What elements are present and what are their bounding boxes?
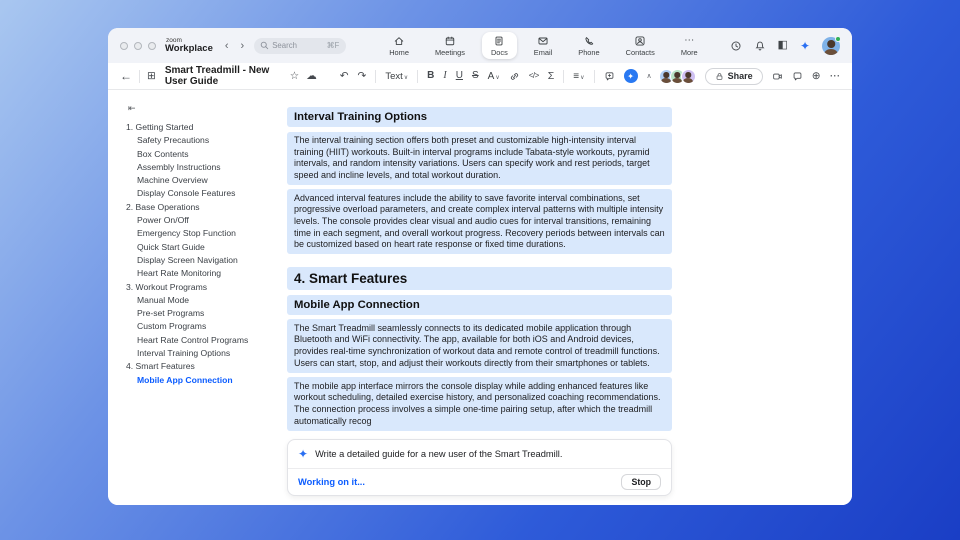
collaborator-avatars bbox=[659, 69, 696, 84]
home-icon bbox=[393, 35, 405, 47]
zoom-workplace-logo bbox=[165, 38, 213, 54]
ai-prompt-text: Write a detailed guide for a new user of the Smart Treadmill. bbox=[315, 448, 563, 459]
chevron-down-icon: ∨ bbox=[495, 74, 500, 81]
more-icon: ⋯ bbox=[684, 35, 695, 46]
outline-item[interactable]: Power On/Off bbox=[137, 215, 189, 226]
presence-status-dot bbox=[835, 36, 841, 42]
close-window-button[interactable] bbox=[120, 42, 128, 50]
paragraph-style-value: Text bbox=[385, 70, 403, 82]
outline-item[interactable]: 2. Base Operations bbox=[126, 201, 200, 212]
paragraph-style-dropdown[interactable] bbox=[385, 71, 408, 82]
titlebar-right-icons bbox=[730, 37, 840, 55]
outline-item[interactable]: Box Contents bbox=[137, 148, 189, 159]
chat-icon[interactable] bbox=[792, 71, 803, 82]
global-search-input[interactable] bbox=[254, 38, 346, 54]
nav-forward-button[interactable]: › bbox=[240, 39, 245, 52]
document-editor[interactable] bbox=[287, 90, 672, 505]
align-icon: ≡ bbox=[573, 70, 580, 82]
phone-icon bbox=[583, 35, 595, 47]
outline-item[interactable]: Display Screen Navigation bbox=[137, 254, 238, 265]
formatting-toolbar bbox=[340, 69, 652, 83]
docs-home-icon[interactable]: ⊞ bbox=[147, 69, 156, 82]
avatar-photo bbox=[682, 70, 695, 83]
divider bbox=[375, 70, 376, 83]
outline-item[interactable]: Safety Precautions bbox=[137, 135, 210, 146]
bold-button[interactable]: B bbox=[427, 70, 435, 81]
nav-label: Docs bbox=[490, 48, 508, 57]
outline-item[interactable]: Emergency Stop Function bbox=[137, 228, 236, 239]
nav-label: More bbox=[680, 48, 698, 57]
primary-nav bbox=[380, 32, 706, 59]
calendar-icon bbox=[444, 35, 456, 47]
divider bbox=[417, 70, 418, 83]
more-options-icon[interactable]: ⋯ bbox=[829, 69, 840, 82]
nav-label: Email bbox=[533, 48, 553, 57]
ai-companion-panel bbox=[287, 439, 672, 496]
insert-link-icon[interactable] bbox=[509, 71, 520, 82]
ai-sparkle-icon: ✦ bbox=[298, 446, 309, 461]
history-clock-icon[interactable] bbox=[730, 40, 742, 52]
doc-heading[interactable]: 4. Smart Features bbox=[287, 267, 672, 290]
lock-icon bbox=[715, 72, 724, 81]
window-controls[interactable] bbox=[120, 42, 156, 50]
ai-companion-insert-button[interactable] bbox=[624, 69, 638, 83]
nav-tab-phone[interactable] bbox=[569, 32, 608, 59]
strikethrough-button[interactable]: S bbox=[471, 70, 479, 81]
nav-label: Phone bbox=[578, 48, 600, 57]
mail-icon bbox=[537, 35, 549, 47]
undo-button[interactable]: ↶ bbox=[339, 69, 349, 82]
zoom-workplace-window bbox=[108, 28, 852, 505]
outline-item[interactable]: Interval Training Options bbox=[137, 348, 231, 359]
outline-item[interactable]: Machine Overview bbox=[137, 175, 208, 186]
nav-back-button[interactable]: ‹ bbox=[224, 39, 229, 52]
outline-sidebar bbox=[108, 90, 278, 505]
divider bbox=[594, 70, 595, 83]
document-toolbar bbox=[108, 63, 852, 90]
outline-item[interactable]: 4. Smart Features bbox=[126, 361, 195, 372]
search-icon bbox=[260, 41, 269, 50]
nav-label: Meetings bbox=[434, 48, 465, 57]
align-dropdown[interactable] bbox=[573, 71, 584, 82]
text-color-dropdown[interactable] bbox=[488, 71, 500, 82]
doc-heading[interactable]: Interval Training Options bbox=[287, 107, 672, 127]
search-shortcut-hint: ⌘F bbox=[326, 40, 340, 50]
language-globe-icon[interactable]: ⊕ bbox=[811, 69, 821, 82]
stop-generation-button[interactable]: Stop bbox=[621, 474, 661, 490]
maximize-window-button[interactable] bbox=[148, 42, 156, 50]
share-button[interactable] bbox=[705, 68, 763, 85]
user-avatar[interactable] bbox=[822, 37, 840, 55]
formula-button[interactable]: Σ bbox=[547, 69, 555, 82]
outline-item[interactable]: Pre-set Programs bbox=[137, 308, 205, 319]
outline-item[interactable]: Manual Mode bbox=[137, 294, 190, 305]
notifications-bell-icon[interactable] bbox=[754, 40, 766, 52]
underline-button[interactable]: U bbox=[455, 70, 463, 81]
divider bbox=[563, 70, 564, 83]
outline-item[interactable]: Display Console Features bbox=[137, 188, 236, 199]
doc-paragraph[interactable]: The interval training section offers both preset and customizable high-intensity interval training (HIIT) workouts. Built-in interval programs include Tabata-style workouts, pyramid intervals, and random intensity variations. Users can specify work and rest periods, target speed and incline levels, and total workout duration. bbox=[287, 132, 672, 185]
outline-item[interactable]: Quick Start Guide bbox=[137, 241, 205, 252]
chevron-down-icon: ∨ bbox=[403, 74, 409, 81]
code-block-button[interactable]: </> bbox=[528, 71, 539, 80]
side-panel-toggle-icon[interactable]: ◧ bbox=[777, 39, 788, 51]
chevron-down-icon: ∨ bbox=[580, 74, 585, 81]
video-call-icon[interactable] bbox=[772, 71, 783, 82]
ai-status-text: Working on it... bbox=[298, 476, 365, 487]
text-color-label: A bbox=[487, 70, 495, 82]
document-title: Smart Treadmill - New User Guide bbox=[164, 65, 270, 87]
nav-tab-docs[interactable] bbox=[482, 32, 517, 59]
doc-paragraph[interactable]: The Smart Treadmill seamlessly connects to its dedicated mobile application through Bluetooth and WiFi connectivity. The app, available for both iOS and Android devices, provides real-time synchronization of workout data and remote control of treadmill functions. Users can start, stop, and adjust their workouts directly from their smartphones or tablets. bbox=[287, 319, 672, 372]
sparkle-icon: ✦ bbox=[627, 71, 634, 81]
doc-heading[interactable]: Mobile App Connection bbox=[287, 295, 672, 315]
comment-icon[interactable] bbox=[604, 71, 615, 82]
outline-item[interactable]: Custom Programs bbox=[137, 321, 207, 332]
doc-back-button[interactable]: ← bbox=[120, 69, 132, 83]
outline-item[interactable]: Assembly Instructions bbox=[137, 161, 221, 172]
outline-item[interactable]: Heart Rate Monitoring bbox=[137, 268, 222, 279]
docbar-right-group bbox=[659, 68, 840, 85]
app-titlebar bbox=[108, 28, 852, 63]
share-label: Share bbox=[727, 71, 753, 81]
doc-paragraph[interactable]: Advanced interval features include the ability to save favorite interval combinations, set progressive overload parameters, and create complex interval patterns with multiple intensity levels. The console provides clear visual and audio cues for interval transitions, remaining time in each segment, and overall workout progress. Recovery periods between intervals can be customized based on heart rate response or fixed time durations. bbox=[287, 189, 672, 254]
doc-paragraph[interactable]: The mobile app interface mirrors the console display while adding enhanced features like workout scheduling, detailed exercise history, and personalized coaching recommendations. The connection process involves a simple one-time pairing setup, after which the treadmill automatically recog bbox=[287, 377, 672, 430]
nav-tab-home[interactable] bbox=[380, 32, 418, 59]
nav-label: Contacts bbox=[625, 48, 655, 57]
contacts-icon bbox=[634, 35, 646, 47]
divider bbox=[139, 70, 140, 83]
docs-icon bbox=[493, 35, 505, 47]
outline-item[interactable]: 1. Getting Started bbox=[126, 122, 194, 132]
redo-button[interactable]: ↷ bbox=[357, 69, 367, 82]
nav-tab-email[interactable] bbox=[525, 32, 561, 59]
nav-tab-more[interactable] bbox=[672, 32, 707, 59]
nav-tab-meetings[interactable] bbox=[426, 32, 474, 59]
collaborator-avatar[interactable] bbox=[681, 69, 696, 84]
logo-zoom-text: zoom bbox=[166, 36, 182, 44]
outline-item[interactable]: Heart Rate Control Programs bbox=[137, 334, 249, 345]
cloud-sync-icon: ☁ bbox=[306, 69, 317, 82]
italic-button[interactable]: I bbox=[443, 70, 447, 81]
ai-companion-icon[interactable]: ✦ bbox=[799, 38, 810, 53]
outline-item-active[interactable]: Mobile App Connection bbox=[137, 374, 233, 385]
collapse-toolbar-button[interactable]: ∧ bbox=[646, 72, 652, 80]
document-body bbox=[108, 90, 852, 505]
nav-label: Home bbox=[389, 48, 409, 57]
favorite-star-icon[interactable]: ☆ bbox=[289, 69, 300, 82]
nav-tab-contacts[interactable] bbox=[617, 32, 664, 59]
outline-item[interactable]: 3. Workout Programs bbox=[126, 281, 208, 292]
logo-workplace-text: Workplace bbox=[165, 43, 213, 54]
search-placeholder: Search bbox=[272, 40, 297, 50]
minimize-window-button[interactable] bbox=[134, 42, 142, 50]
collapse-outline-icon[interactable]: ⇤ bbox=[128, 103, 136, 113]
